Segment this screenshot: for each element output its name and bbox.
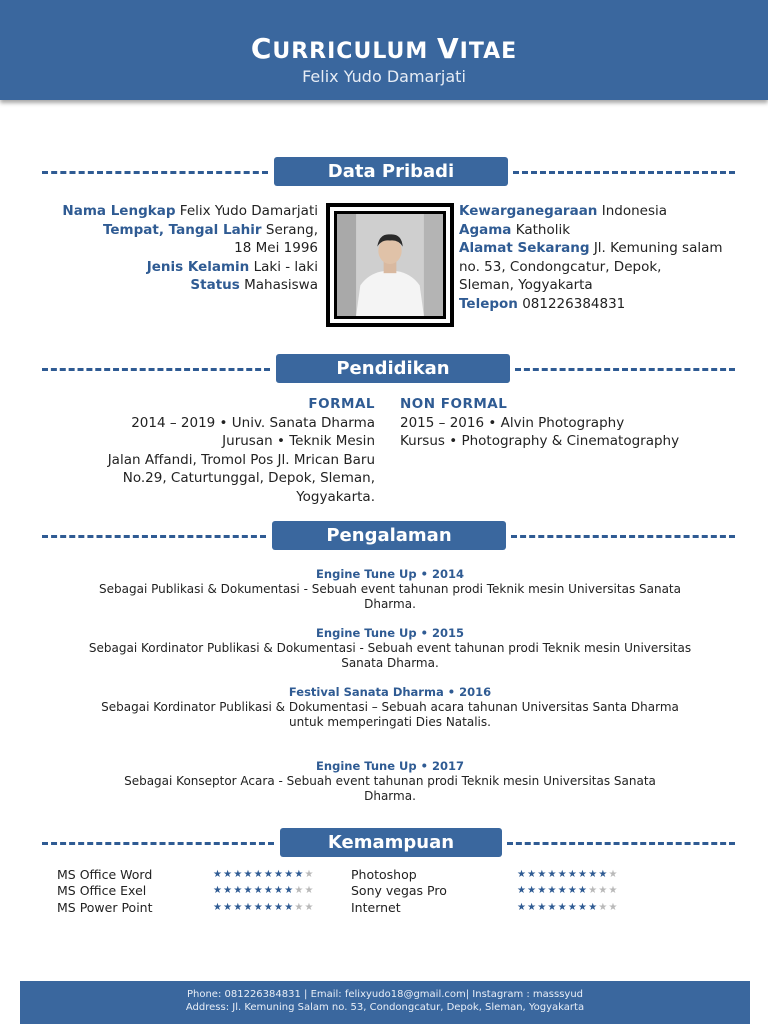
divider [42, 171, 268, 174]
star-filled-icon: ★ [274, 869, 285, 880]
skill-rating [213, 883, 315, 900]
star-filled-icon: ★ [253, 902, 264, 913]
star-filled-icon: ★ [263, 902, 275, 913]
star-empty-icon: ★ [294, 902, 305, 913]
star-filled-icon: ★ [527, 902, 538, 913]
star-filled-icon: ★ [223, 869, 234, 880]
personal-left [42, 202, 318, 295]
star-filled-icon: ★ [557, 885, 568, 896]
star-filled-icon: ★ [578, 902, 589, 913]
experience-item [60, 567, 720, 612]
experience-item [60, 759, 720, 804]
divider [42, 535, 266, 538]
agama-label: Agama [459, 221, 512, 238]
star-filled-icon: ★ [213, 902, 224, 913]
star-filled-icon: ★ [274, 902, 285, 913]
education-nonformal [400, 395, 730, 451]
experience-title: Festival Sanata Dharma • 2016 [288, 685, 492, 699]
experience-desc: untuk memperingati Dies Natalis. [289, 715, 491, 729]
star-filled-icon: ★ [263, 885, 275, 896]
header-banner [0, 0, 768, 100]
nama-value: Felix Yudo Damarjati [179, 203, 318, 219]
alamat-value-2: no. 53, Condongcatur, Depok, [459, 258, 662, 275]
divider [507, 842, 735, 845]
star-filled-icon: ★ [527, 869, 538, 880]
skill-rating [213, 900, 315, 917]
footer-contact: Phone: 081226384831 | Email: felixyudo18@gmail.com| Instagram : masssyud [186, 989, 584, 1000]
jk-value: Laki - laki [253, 258, 318, 275]
star-empty-icon: ★ [588, 885, 599, 896]
divider [513, 171, 735, 174]
header-name: Felix Yudo Damarjati [302, 67, 466, 86]
page-title: CURRICULUM VITAE [250, 32, 518, 65]
star-filled-icon: ★ [578, 869, 589, 880]
star-filled-icon: ★ [274, 885, 285, 896]
personal-right [459, 202, 744, 313]
experience-title: Engine Tune Up • 2017 [316, 759, 464, 773]
section-heading-kemampuan [42, 828, 735, 858]
star-filled-icon: ★ [517, 902, 528, 913]
section-heading-pendidikan [42, 354, 735, 384]
star-filled-icon: ★ [223, 885, 234, 896]
nonformal-line: 2015 – 2016 • Alvin Photography [400, 414, 625, 431]
star-filled-icon: ★ [567, 902, 579, 913]
skill-name: Internet [351, 900, 401, 915]
nonformal-heading: NON FORMAL [400, 396, 508, 412]
formal-line: Jalan Affandi, Tromol Pos Jl. Mrican Baru [107, 451, 375, 468]
star-filled-icon: ★ [567, 869, 579, 880]
ttl-value: Serang, [265, 221, 318, 238]
skill-name: Photoshop [351, 867, 417, 882]
experience-desc: Sebagai Kordinator Publikasi & Dokumentasi - Sebuah event tahunan prodi Teknik mesin Universitas [88, 641, 692, 655]
divider [42, 368, 270, 371]
formal-heading: FORMAL [308, 396, 375, 412]
star-filled-icon: ★ [537, 885, 548, 896]
star-filled-icon: ★ [567, 885, 579, 896]
experience-item [60, 685, 720, 730]
experience-desc: Sebagai Kordinator Publikasi & Dokumentasi – Sebuah acara tahunan Universitas Santa Dharma [101, 700, 679, 714]
star-empty-icon: ★ [294, 885, 305, 896]
star-empty-icon: ★ [304, 885, 315, 896]
skill-name: MS Office Exel [57, 883, 147, 898]
agama-value: Katholik [515, 221, 571, 238]
formal-line: 2014 – 2019 • Univ. Sanata Dharma [131, 414, 375, 431]
star-filled-icon: ★ [598, 869, 609, 880]
star-empty-icon: ★ [598, 902, 609, 913]
section-title: Pendidikan [276, 354, 510, 383]
star-filled-icon: ★ [557, 869, 568, 880]
experience-desc: Sebagai Publikasi & Dokumentasi - Sebuah event tahunan prodi Teknik mesin Universitas Sanata [99, 582, 681, 596]
footer-address: Address: Jl. Kemuning Salam no. 53, Condongcatur, Depok, Sleman, Yogyakarta [185, 1001, 585, 1013]
footer [20, 981, 750, 1024]
photo-image [334, 211, 446, 319]
divider [511, 535, 735, 538]
star-filled-icon: ★ [547, 885, 558, 896]
star-filled-icon: ★ [284, 902, 295, 913]
star-empty-icon: ★ [608, 902, 619, 913]
divider [42, 842, 274, 845]
star-filled-icon: ★ [243, 869, 254, 880]
telepon-value: 081226384831 [522, 295, 626, 312]
star-filled-icon: ★ [233, 902, 244, 913]
star-filled-icon: ★ [223, 902, 234, 913]
section-title: Pengalaman [272, 521, 506, 550]
star-filled-icon: ★ [588, 869, 599, 880]
star-filled-icon: ★ [284, 885, 295, 896]
experience-item [60, 626, 720, 671]
alamat-label: Alamat Sekarang [459, 240, 590, 256]
star-filled-icon: ★ [284, 869, 295, 880]
star-filled-icon: ★ [233, 885, 244, 896]
star-empty-icon: ★ [608, 869, 619, 880]
experience-title: Engine Tune Up • 2015 [316, 626, 464, 640]
kwn-value: Indonesia [601, 203, 668, 219]
skill-rating [517, 867, 619, 884]
star-empty-icon: ★ [304, 869, 315, 880]
skill-name: MS Power Point [57, 900, 153, 915]
experience-desc: Dharma. [364, 789, 416, 803]
section-title: Kemampuan [280, 828, 502, 857]
skill-name: Sony vegas Pro [351, 883, 447, 898]
skill-name: MS Office Word [57, 867, 153, 882]
alamat-value: Jl. Kemuning salam [593, 240, 723, 256]
star-filled-icon: ★ [253, 869, 264, 880]
star-filled-icon: ★ [547, 902, 558, 913]
star-filled-icon: ★ [243, 902, 254, 913]
status-label: Status [190, 277, 240, 293]
telepon-label: Telepon [459, 295, 518, 312]
skill-rating [213, 867, 315, 884]
section-heading-pengalaman [42, 521, 735, 551]
kwn-label: Kewarganegaraan [459, 203, 598, 219]
section-title: Data Pribadi [274, 157, 508, 186]
star-empty-icon: ★ [608, 885, 619, 896]
nonformal-line: Kursus • Photography & Cinematography [400, 433, 680, 449]
star-filled-icon: ★ [588, 902, 599, 913]
star-filled-icon: ★ [213, 869, 224, 880]
section-heading-data-pribadi [42, 157, 735, 187]
star-filled-icon: ★ [557, 902, 568, 913]
experience-title: Engine Tune Up • 2014 [316, 567, 464, 581]
nama-label: Nama Lengkap [62, 203, 176, 219]
star-filled-icon: ★ [537, 869, 548, 880]
alamat-value-3: Sleman, Yogyakarta [459, 277, 593, 293]
person-silhouette-icon [337, 214, 443, 316]
star-filled-icon: ★ [578, 885, 589, 896]
formal-line: No.29, Caturtunggal, Depok, Sleman, [122, 470, 375, 486]
star-filled-icon: ★ [243, 885, 254, 896]
education-formal [60, 395, 375, 506]
profile-photo [326, 203, 454, 327]
star-filled-icon: ★ [537, 902, 548, 913]
skill-rating [517, 883, 619, 900]
ttl-label: Tempat, Tangal Lahir [102, 221, 262, 238]
star-filled-icon: ★ [517, 885, 528, 896]
experience-desc: Sanata Dharma. [341, 656, 439, 670]
star-filled-icon: ★ [294, 869, 305, 880]
experience-desc: Sebagai Konseptor Acara - Sebuah event tahunan prodi Teknik mesin Universitas Sanata [124, 774, 656, 788]
star-filled-icon: ★ [527, 885, 538, 896]
divider [515, 368, 735, 371]
star-filled-icon: ★ [547, 869, 558, 880]
star-filled-icon: ★ [263, 869, 275, 880]
star-filled-icon: ★ [517, 869, 528, 880]
formal-line: Yogyakarta. [296, 488, 375, 505]
skill-rating [517, 900, 619, 917]
star-filled-icon: ★ [233, 869, 244, 880]
star-empty-icon: ★ [304, 902, 315, 913]
formal-line: Jurusan • Teknik Mesin [222, 433, 375, 449]
experience-desc: Dharma. [364, 597, 416, 611]
status-value: Mahasiswa [244, 277, 318, 293]
star-filled-icon: ★ [253, 885, 264, 896]
jk-label: Jenis Kelamin [146, 258, 250, 275]
star-filled-icon: ★ [213, 885, 224, 896]
star-empty-icon: ★ [598, 885, 609, 896]
ttl-value-2: 18 Mei 1996 [234, 240, 318, 256]
